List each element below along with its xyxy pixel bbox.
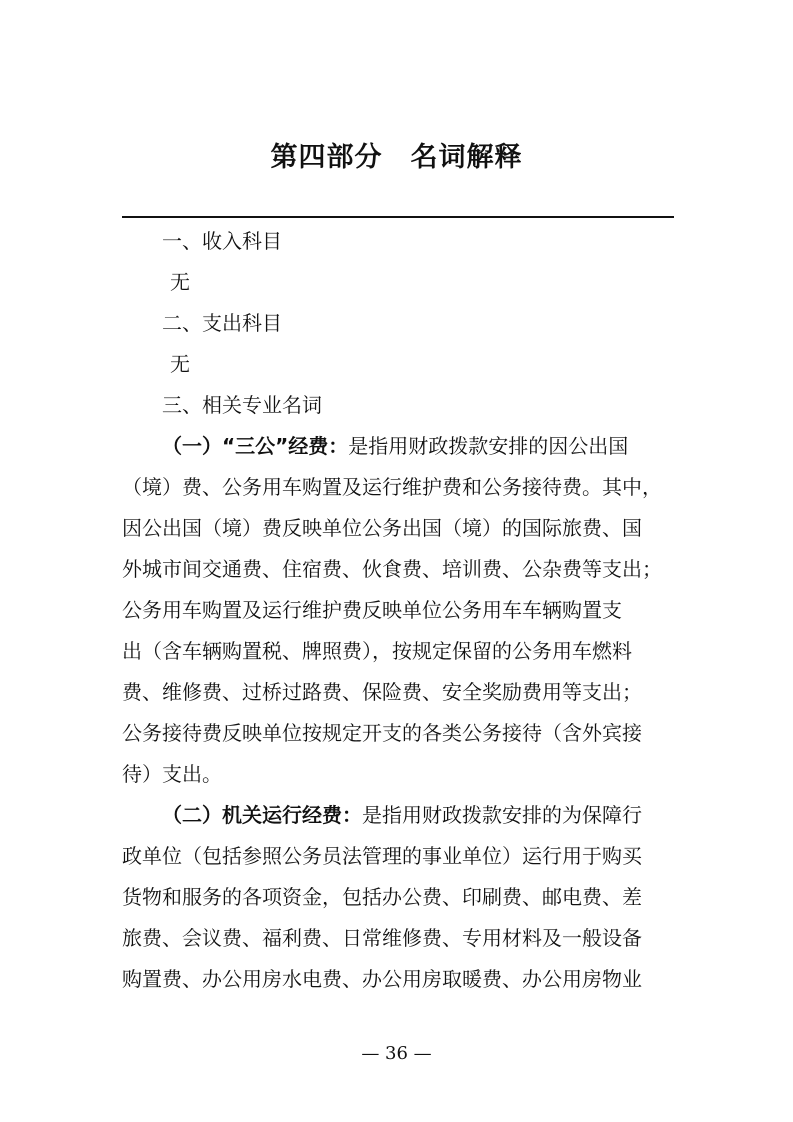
paragraph-three-public-expenses (122, 426, 674, 795)
paragraph-line: 旅费、会议费、福利费、日常维修费、专用材料及一般设备 (122, 926, 642, 950)
paragraph-line: 费、维修费、过桥过路费、保险费、安全奖励费用等支出； (122, 680, 642, 704)
section-heading-income: 一、收入科目 (162, 229, 282, 253)
paragraph-line: 出（含车辆购置税、牌照费），按规定保留的公务用车燃料 (122, 639, 632, 663)
paragraph-text: 是指用财政拨款安排的因公出国 (348, 434, 629, 458)
section-body-income: 无 (170, 270, 190, 294)
title-divider (122, 216, 674, 218)
paragraph-line (122, 795, 674, 836)
paragraph-line: 待）支出。 (122, 762, 222, 786)
section-body-expense: 无 (170, 352, 190, 376)
paragraph-line: （境）费、公务用车购置及运行维护费和公务接待费。其中， (122, 475, 662, 499)
section-heading-expense: 二、支出科目 (162, 311, 282, 335)
paragraph-line (122, 426, 674, 467)
section-heading-terms: 三、相关专业名词 (162, 393, 322, 417)
term-label-operating: （二）机关运行经费： (162, 803, 362, 827)
paragraph-line: 公务接待费反映单位按规定开支的各类公务接待（含外宾接 (122, 721, 642, 745)
paragraph-line: 外城市间交通费、住宿费、伙食费、培训费、公杂费等支出； (122, 557, 662, 581)
page-number: — 36 — (361, 1043, 432, 1064)
page-title: 第四部分 名词解释 (270, 142, 523, 173)
paragraph-line: 货物和服务的各项资金，包括办公费、印刷费、邮电费、差 (122, 885, 642, 909)
paragraph-line: 政单位（包括参照公务员法管理的事业单位）运行用于购买 (122, 844, 642, 868)
paragraph-text: 是指用财政拨款安排的为保障行 (362, 803, 642, 827)
paragraph-line: 公务用车购置及运行维护费反映单位公务用车车辆购置支 (122, 598, 622, 622)
document-body (122, 221, 674, 1000)
paragraph-agency-operating-expenses (122, 795, 674, 1000)
paragraph-line: 购置费、办公用房水电费、办公用房取暖费、办公用房物业 (122, 967, 642, 991)
term-label-three-public: （一）“三公”经费： (162, 434, 349, 458)
paragraph-line: 因公出国（境）费反映单位公务出国（境）的国际旅费、国 (122, 516, 642, 540)
